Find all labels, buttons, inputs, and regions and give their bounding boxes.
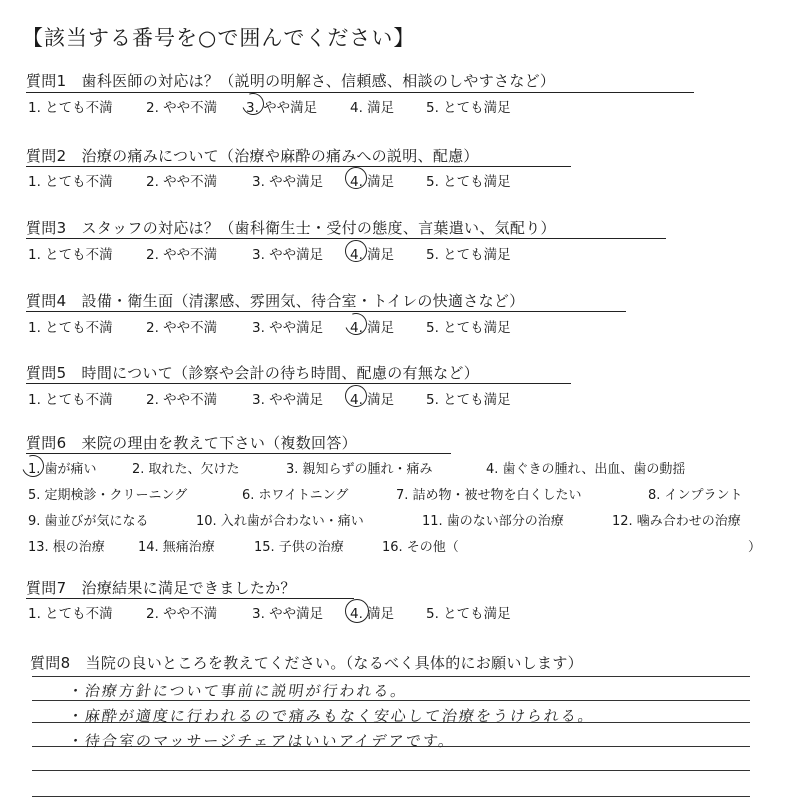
q5-option-3[interactable]: 3. やや満足 xyxy=(252,392,324,408)
question-3-label: 質問3 xyxy=(26,219,67,237)
answer-rule xyxy=(32,770,750,771)
q7-option-3[interactable]: 3. やや満足 xyxy=(252,606,324,622)
q5-option-2[interactable]: 2. やや不満 xyxy=(146,392,218,408)
question-4 xyxy=(26,290,524,311)
question-6 xyxy=(26,432,357,453)
q5-option-4[interactable]: 4. 満足 xyxy=(350,392,395,408)
q2-option-3[interactable]: 3. やや満足 xyxy=(252,174,324,190)
q6-option-14[interactable]: 14. 無痛治療 xyxy=(138,540,215,555)
q6-option-3[interactable]: 3. 親知らずの腫れ・痛み xyxy=(286,462,433,477)
q5-option-1[interactable]: 1. とても不満 xyxy=(28,392,113,408)
q3-option-5[interactable]: 5. とても満足 xyxy=(426,247,511,263)
question-5 xyxy=(26,362,479,383)
q2-option-1[interactable]: 1. とても不満 xyxy=(28,174,113,190)
question-1 xyxy=(26,70,555,91)
q6-option-15[interactable]: 15. 子供の治療 xyxy=(254,540,344,555)
handwritten-answer-2: ・麻酔が適度に行われるので痛みもなく安心して治療をうけられる。 xyxy=(66,707,597,725)
answer-rule xyxy=(32,796,750,797)
question-4-underline xyxy=(26,311,626,312)
question-3-text: スタッフの対応は？（歯科衛生士・受付の態度、言葉遣い、気配り） xyxy=(81,219,556,237)
page-heading: 【該当する番号を○で囲んでください】 xyxy=(22,26,416,50)
q6-option-16-close: ） xyxy=(748,540,762,555)
question-1-underline xyxy=(26,92,694,93)
question-1-label: 質問1 xyxy=(26,72,67,90)
question-8-text: 当院の良いところを教えてください。（なるべく具体的にお願いします） xyxy=(85,654,583,672)
question-8-label: 質問8 xyxy=(30,654,71,672)
question-5-label: 質問5 xyxy=(26,364,67,382)
question-1-text: 歯科医師の対応は？（説明の明解さ、信頼感、相談のしやすさなど） xyxy=(81,72,556,90)
question-6-underline xyxy=(26,453,451,454)
question-7-text: 治療結果に満足できましたか？ xyxy=(81,579,296,597)
handwritten-answer-3: ・待合室のマッサージチェアはいいアイデアです。 xyxy=(66,732,457,750)
q3-option-2[interactable]: 2. やや不満 xyxy=(146,247,218,263)
q7-option-1[interactable]: 1. とても不満 xyxy=(28,606,113,622)
question-7-label: 質問7 xyxy=(26,579,67,597)
q6-option-6[interactable]: 6. ホワイトニング xyxy=(242,488,349,503)
question-6-label: 質問6 xyxy=(26,434,67,452)
q3-selection-circle xyxy=(345,240,367,262)
question-6-text: 来院の理由を教えて下さい（複数回答） xyxy=(81,434,357,452)
question-2-label: 質問2 xyxy=(26,147,67,165)
question-3 xyxy=(26,217,556,238)
q7-option-5[interactable]: 5. とても満足 xyxy=(426,606,511,622)
question-2-underline xyxy=(26,166,571,167)
question-2 xyxy=(26,145,479,166)
q4-option-5[interactable]: 5. とても満足 xyxy=(426,320,511,336)
q1-option-3[interactable]: 3. やや満足 xyxy=(246,100,318,116)
question-4-label: 質問4 xyxy=(26,292,67,310)
q3-option-3[interactable]: 3. やや満足 xyxy=(252,247,324,263)
q7-option-4[interactable]: 4. 満足 xyxy=(350,606,395,622)
question-7 xyxy=(26,577,296,598)
q6-option-11[interactable]: 11. 歯のない部分の治療 xyxy=(422,514,564,529)
question-8 xyxy=(30,652,583,673)
question-3-underline xyxy=(26,238,666,239)
q5-selection-circle xyxy=(345,385,367,407)
q2-option-2[interactable]: 2. やや不満 xyxy=(146,174,218,190)
q7-option-2[interactable]: 2. やや不満 xyxy=(146,606,218,622)
question-4-text: 設備・衛生面（清潔感、雰囲気、待合室・トイレの快適さなど） xyxy=(81,292,525,310)
q2-option-5[interactable]: 5. とても満足 xyxy=(426,174,511,190)
q5-option-5[interactable]: 5. とても満足 xyxy=(426,392,511,408)
question-5-text: 時間について（診察や会計の待ち時間、配慮の有無など） xyxy=(81,364,480,382)
handwritten-answer-1: ・治療方針について事前に説明が行われる。 xyxy=(66,682,409,700)
q6-option-5[interactable]: 5. 定期検診・クリーニング xyxy=(28,488,188,503)
q6-option-4[interactable]: 4. 歯ぐきの腫れ、出血、歯の動揺 xyxy=(486,462,686,477)
q4-option-3[interactable]: 3. やや満足 xyxy=(252,320,324,336)
q3-option-1[interactable]: 1. とても不満 xyxy=(28,247,113,263)
q4-option-2[interactable]: 2. やや不満 xyxy=(146,320,218,336)
answer-rule xyxy=(32,676,750,677)
q6-option-13[interactable]: 13. 根の治療 xyxy=(28,540,105,555)
q1-option-2[interactable]: 2. やや不満 xyxy=(146,100,218,116)
q6-option-2[interactable]: 2. 取れた、欠けた xyxy=(132,462,240,477)
q6-option-12[interactable]: 12. 噛み合わせの治療 xyxy=(612,514,741,529)
q4-option-4[interactable]: 4. 満足 xyxy=(350,320,395,336)
q1-option-5[interactable]: 5. とても満足 xyxy=(426,100,511,116)
q2-selection-circle xyxy=(345,167,367,189)
q1-option-4[interactable]: 4. 満足 xyxy=(350,100,395,116)
q6-option-8[interactable]: 8. インプラント xyxy=(648,488,743,503)
q3-option-4[interactable]: 4. 満足 xyxy=(350,247,395,263)
q6-option-9[interactable]: 9. 歯並びが気になる xyxy=(28,514,149,529)
q7-selection-circle xyxy=(345,599,369,623)
question-2-text: 治療の痛みについて（治療や麻酔の痛みへの説明、配慮） xyxy=(81,147,479,165)
q6-option-1[interactable]: 1. 歯が痛い xyxy=(28,462,97,477)
q2-option-4[interactable]: 4. 満足 xyxy=(350,174,395,190)
q6-option-7[interactable]: 7. 詰め物・被せ物を白くしたい xyxy=(396,488,582,503)
question-7-underline xyxy=(26,598,354,599)
q6-option-16[interactable]: 16. その他（ xyxy=(382,540,459,555)
q1-option-1[interactable]: 1. とても不満 xyxy=(28,100,113,116)
q6-option-10[interactable]: 10. 入れ歯が合わない・痛い xyxy=(196,514,364,529)
question-5-underline xyxy=(26,383,571,384)
q4-option-1[interactable]: 1. とても不満 xyxy=(28,320,113,336)
